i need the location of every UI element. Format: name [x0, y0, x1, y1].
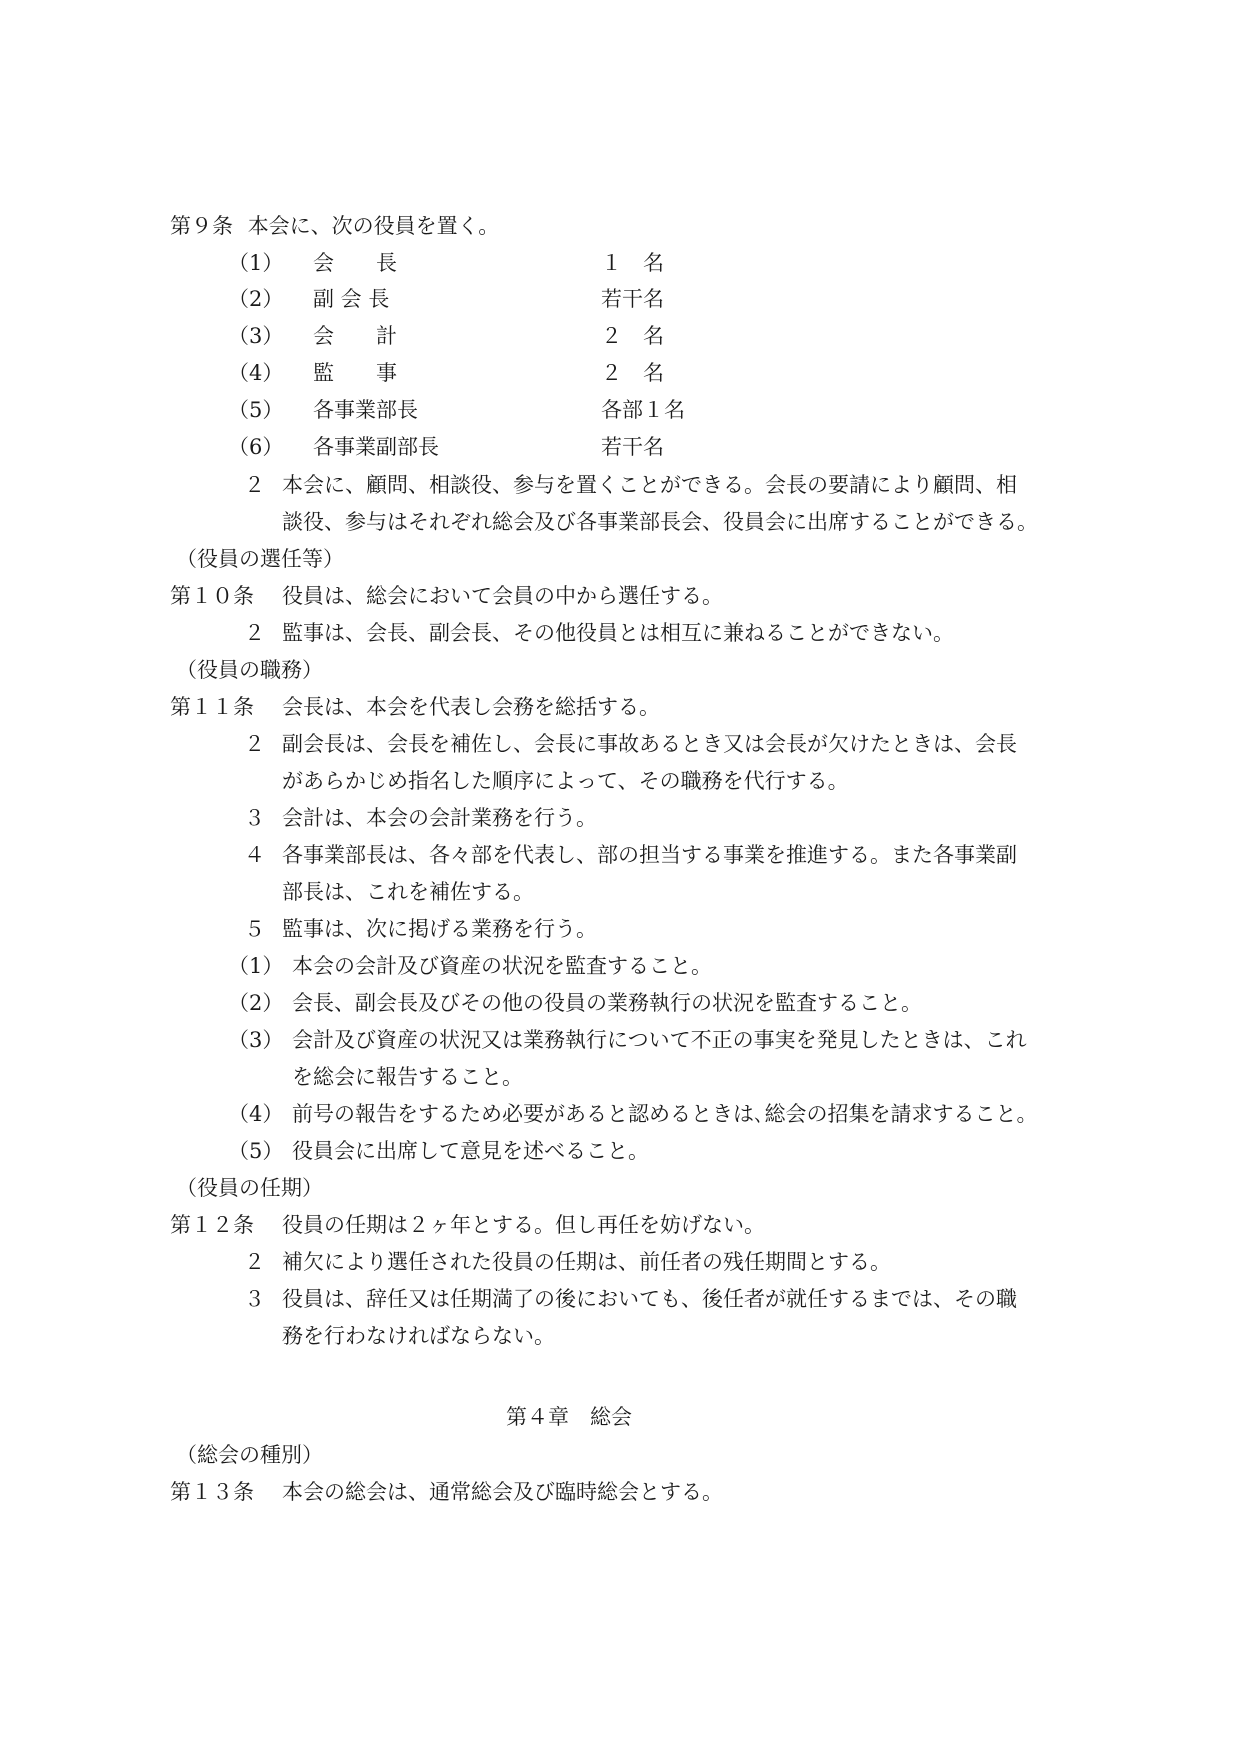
officer-title: 各事業副部長 — [313, 435, 439, 459]
article-label: 第１１条 — [170, 695, 254, 719]
paragraph-num: ５ — [244, 917, 265, 941]
paragraph-text: 監事は、次に掲げる業務を行う。 — [282, 917, 597, 941]
paragraph-text: 会計は、本会の会計業務を行う。 — [282, 806, 597, 830]
article-label: 第１３条 — [170, 1480, 254, 1504]
paragraph-text: 補欠により選任された役員の任期は、前任者の残任期間とする。 — [282, 1250, 891, 1274]
paragraph-text: 務を行わなければならない。 — [282, 1324, 555, 1348]
item-text: 前号の報告をするため必要があると認めるときは､総会の招集を請求すること。 — [292, 1102, 1038, 1126]
paragraph-num: ３ — [244, 1287, 265, 1311]
officer-num: （1） — [228, 251, 284, 275]
officer-count: １ 名 — [601, 251, 664, 275]
paragraph-text: 部長は、これを補佐する。 — [282, 880, 534, 904]
paragraph-text: 役員は、辞任又は任期満了の後においても、後任者が就任するまでは、その職 — [282, 1287, 1017, 1311]
paragraph-text: 本会に、顧問、相談役、参与を置くことができる。会長の要請により顧問、相 — [282, 473, 1017, 497]
officer-count: 若干名 — [601, 287, 664, 311]
paragraph-num: ２ — [244, 473, 265, 497]
article-9 — [170, 211, 499, 241]
item-text: を総会に報告すること。 — [292, 1065, 523, 1089]
paragraph-num: ３ — [244, 806, 265, 830]
item-text: 会計及び資産の状況又は業務執行について不正の事実を発見したときは、これ — [292, 1028, 1027, 1052]
officer-count: ２ 名 — [601, 361, 664, 385]
article-text: 役員の任期は２ヶ年とする。但し再任を妨げない。 — [282, 1213, 765, 1237]
article-label: 第９条 — [170, 214, 233, 238]
section-heading: （役員の職務） — [176, 658, 323, 682]
paragraph-text: があらかじめ指名した順序によって、その職務を代行する。 — [282, 769, 849, 793]
paragraph-text: 各事業部長は、各々部を代表し、部の担当する事業を推進する。また各事業副 — [282, 843, 1017, 867]
item-num: （5） — [228, 1139, 284, 1163]
article-text: 役員は、総会において会員の中から選任する。 — [282, 584, 723, 608]
paragraph-num: ２ — [244, 1250, 265, 1274]
article-label: 第１２条 — [170, 1213, 254, 1237]
item-text: 会長、副会長及びその他の役員の業務執行の状況を監査すること。 — [292, 991, 922, 1015]
officer-title: 副 会 長 — [313, 287, 390, 311]
officer-num: （4） — [228, 361, 284, 385]
item-num: （2） — [228, 991, 284, 1015]
section-heading: （役員の選任等） — [176, 547, 344, 571]
paragraph-text: 談役、参与はそれぞれ総会及び各事業部長会、役員会に出席することができる。 — [282, 510, 1038, 534]
officer-count: 各部１名 — [601, 398, 685, 422]
item-num: （3） — [228, 1028, 284, 1052]
article-text: 本会に、次の役員を置く。 — [247, 214, 500, 238]
paragraph-text: 副会長は、会長を補佐し、会長に事故あるとき又は会長が欠けたときは、会長 — [282, 732, 1017, 756]
officer-title: 監 事 — [313, 361, 397, 385]
officer-num: （5） — [228, 398, 284, 422]
officer-num: （3） — [228, 324, 284, 348]
item-text: 本会の会計及び資産の状況を監査すること。 — [292, 954, 712, 978]
article-text: 本会の総会は、通常総会及び臨時総会とする。 — [282, 1480, 723, 1504]
paragraph-num: ４ — [244, 843, 265, 867]
paragraph-num: ２ — [244, 621, 265, 645]
item-text: 役員会に出席して意見を述べること。 — [292, 1139, 649, 1163]
officer-count: ２ 名 — [601, 324, 664, 348]
paragraph-num: ２ — [244, 732, 265, 756]
paragraph-text: 監事は、会長、副会長、その他役員とは相互に兼ねることができない。 — [282, 621, 954, 645]
officer-title: 会 計 — [313, 324, 397, 348]
item-num: （4） — [228, 1102, 284, 1126]
officer-title: 会 長 — [313, 251, 397, 275]
section-heading: （総会の種別） — [176, 1443, 323, 1467]
item-num: （1） — [228, 954, 284, 978]
officer-count: 若干名 — [601, 435, 664, 459]
section-heading: （役員の任期） — [176, 1176, 323, 1200]
chapter-heading: 第４章 総会 — [506, 1405, 632, 1429]
officer-title: 各事業部長 — [313, 398, 418, 422]
article-label: 第１０条 — [170, 584, 254, 608]
officer-num: （6） — [228, 435, 284, 459]
officer-num: （2） — [228, 287, 284, 311]
article-text: 会長は、本会を代表し会務を総括する。 — [282, 695, 660, 719]
